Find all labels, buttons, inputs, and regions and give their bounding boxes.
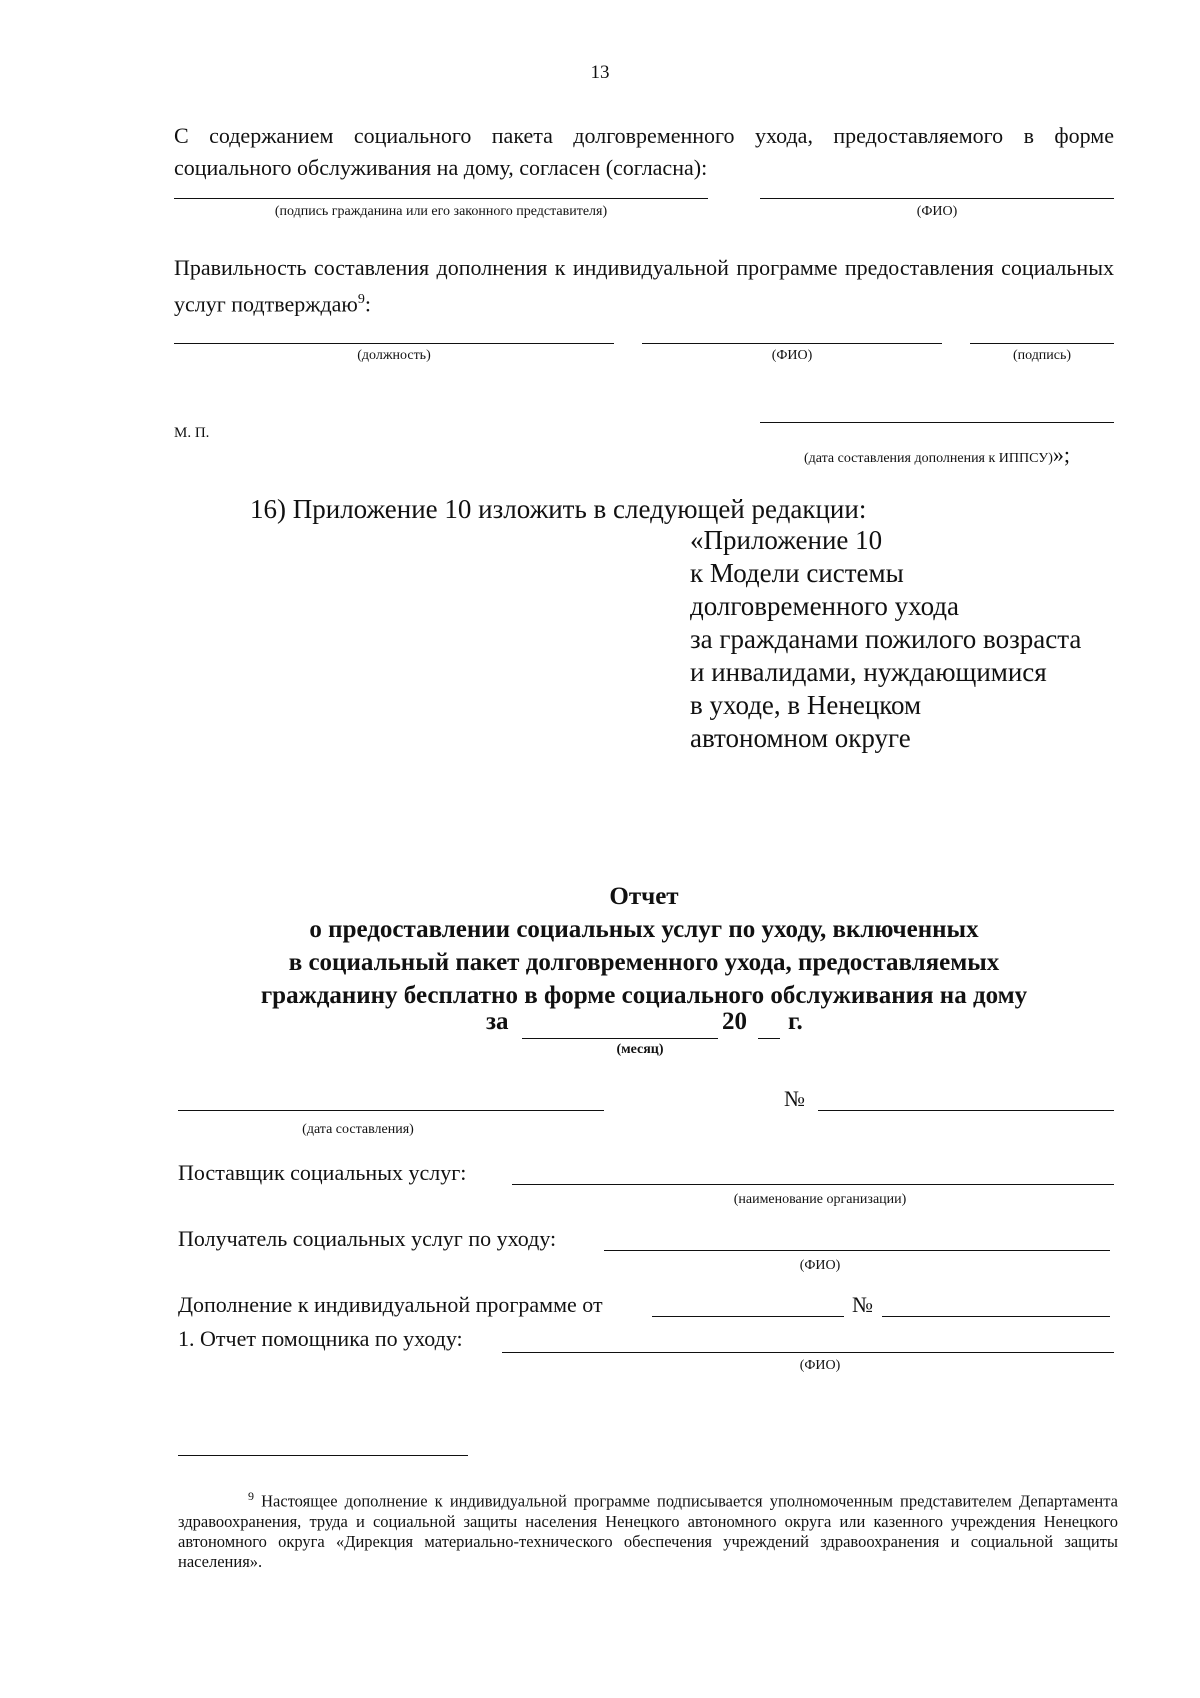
footnote-text: Настоящее дополнение к индивидуальной программе подписывается уполномоченным представителем Департамента здравоохранения, труда и социальной защиты населения Ненецкого автономного округа или казенного учреждения Ненецкого автономного округа «Дирекция материально-технического обеспечения учреждений здравоохранения и социальной защиты населения». (178, 1491, 1119, 1571)
caption-citizen-signature: (подпись гражданина или его законного представителя) (274, 204, 608, 219)
recipient-label: Получатель социальных услуг по уходу: (178, 1226, 557, 1251)
caption-official-name: (ФИО) (771, 348, 813, 363)
addendum-label: Дополнение к индивидуальной программе от (178, 1292, 603, 1317)
caption-official-signature: (подпись) (1012, 348, 1072, 363)
report-title (174, 880, 1114, 1012)
official-signature-line (970, 343, 1114, 344)
signature-line-citizen-name (760, 198, 1114, 199)
recipient-field[interactable] (604, 1250, 1110, 1251)
report-title-line: в социальный пакет долговременного ухода, предоставляемых (288, 949, 1000, 976)
addendum-number-sign: № (852, 1292, 873, 1317)
report-number-field[interactable] (818, 1110, 1114, 1111)
annex-line: в уходе, в Ненецком (690, 690, 922, 720)
report-title-line: гражданину бесплатно в форме социального обслуживания на дому (260, 982, 1028, 1009)
stamp-label: М. П. (174, 425, 210, 441)
confirm-text-body: Правильность составления дополнения к индивидуальной программе предоставления социальных услуг подтверждаю (174, 255, 1114, 317)
period-suffix: г. (788, 1008, 803, 1035)
annex-line: «Приложение 10 (690, 525, 883, 555)
report-date-field[interactable] (178, 1110, 604, 1111)
provider-label: Поставщик социальных услуг: (178, 1160, 467, 1185)
caption-position: (должность) (357, 348, 431, 363)
period-year-text: 20 (722, 1008, 747, 1035)
caption-addendum-date (760, 442, 1114, 468)
caption-assistant: (ФИО) (799, 1358, 841, 1373)
provider-field[interactable] (512, 1184, 1114, 1185)
month-field[interactable] (522, 1038, 718, 1039)
period-year (722, 1008, 747, 1036)
caption-report-date: (дата составления) (302, 1122, 414, 1137)
footnote (178, 1486, 1118, 1572)
position-line (174, 343, 614, 344)
confirm-text (174, 252, 1114, 320)
caption-month: (месяц) (616, 1042, 664, 1057)
report-number-sign: № (784, 1086, 805, 1111)
signature-line-citizen (174, 198, 708, 199)
report-title-line: Отчет (609, 883, 679, 910)
footnote-marker: 9 (248, 1489, 254, 1503)
assistant-field[interactable] (502, 1352, 1114, 1353)
consent-text: С содержанием социального пакета долговременного ухода, предоставляемого в форме социального обслуживания на дому, согласен (согласна): (174, 123, 1114, 180)
footnote-ref: 9 (357, 292, 365, 307)
period-prefix: за (486, 1008, 509, 1035)
caption-provider-org: (наименование организации) (733, 1192, 907, 1207)
report-title-line: о предоставлении социальных услуг по уходу, включенных (309, 916, 979, 943)
annex-line: долговременного ухода (690, 591, 960, 621)
official-name-line (642, 343, 942, 344)
caption-addendum-date-text: (дата составления дополнения к ИППСУ) (803, 451, 1053, 466)
annex-block (690, 524, 1081, 755)
page-number: 13 (590, 62, 610, 83)
annex-line: к Модели системы (690, 558, 904, 588)
report-period (486, 1008, 509, 1036)
addendum-date-field[interactable] (652, 1316, 844, 1317)
date-line-addendum (760, 422, 1114, 423)
caption-recipient: (ФИО) (799, 1258, 841, 1273)
caption-citizen-name: (ФИО) (916, 204, 958, 219)
confirm-text-end: : (364, 291, 371, 317)
annex-line: за гражданами пожилого возраста (690, 624, 1082, 654)
amendment-heading: 16) Приложение 10 изложить в следующей редакции: (250, 494, 867, 524)
year-field[interactable] (758, 1038, 780, 1039)
assistant-label: 1. Отчет помощника по уходу: (178, 1326, 463, 1351)
annex-line: автономном округе (690, 723, 911, 753)
addendum-number-field[interactable] (882, 1316, 1110, 1317)
annex-line: и инвалидами, нуждающимися (690, 657, 1047, 687)
caption-addendum-date-end: »; (1052, 442, 1070, 467)
footnote-separator (178, 1455, 468, 1456)
